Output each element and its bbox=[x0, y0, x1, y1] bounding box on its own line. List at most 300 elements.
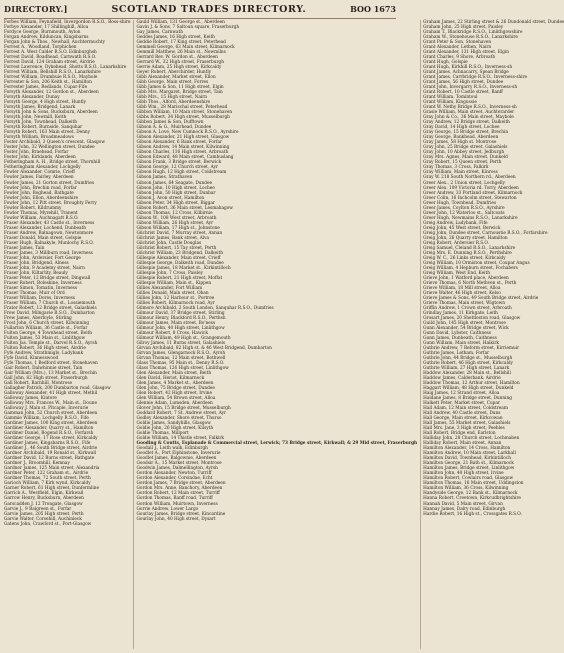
list-item: Halliday Robert, Main street, Annan bbox=[423, 441, 502, 447]
list-item: Grindlay James, 11 Kirkgate, Leith bbox=[423, 310, 498, 316]
list-item: Greig W. C., 26 Links street, Kirkcaldy bbox=[423, 255, 506, 261]
list-item: Graham W., Stonehouse R.S.O., Lanarkshire bbox=[423, 35, 518, 41]
list-item: Garvie Walter, Corsehill, Auchinleck bbox=[4, 516, 82, 522]
list-item: Fyfe Andrew, Strathmiglo, Ladybank bbox=[4, 351, 84, 357]
list-item: Greig John, 26 Quarry street, Hamilton bbox=[423, 235, 508, 241]
list-item: Garner Robert, 61 High street, Dunfermline bbox=[4, 486, 100, 492]
list-item: Fulton Jas. Temple st., Darvel R.S.O., Ayrsh bbox=[4, 341, 98, 346]
list-item: Handyside George, 12 Bank st., Kilmarnock bbox=[423, 491, 518, 497]
list-item: Guthrie James, Letham, Forfar bbox=[423, 351, 490, 357]
list-item: Fowler Thomas, Myrehill, Tranent bbox=[4, 210, 78, 216]
list-item: Gair William (Mrs.), 13 Market st., Brechin bbox=[4, 371, 97, 377]
list-item: Hannah David, 5 Main street, Girvan bbox=[423, 501, 503, 507]
list-item: Foster John, Braehead, Forfar bbox=[4, 150, 69, 156]
list-item: Forrest William, Bellshill R.S.O., Lanarkshire bbox=[4, 70, 101, 76]
list-item: Gardiner J., 46 South Bridge street, Airdrie bbox=[4, 446, 98, 452]
list-item: Haldane James, 8 Bridge street, Dunning bbox=[423, 396, 512, 402]
list-item: Gillespie James, 18 Market st., Kirkintilloch bbox=[136, 265, 231, 271]
list-item: Greer Andrew, 33 Portland street, Kilmarnock bbox=[423, 190, 523, 196]
list-item: Forgan John & Thos., Newhall, Auchtermuchty bbox=[4, 40, 105, 46]
list-item: Gilmore Archibald, 2 South London, Sanquhar R.S.O., Dumfries bbox=[136, 305, 274, 311]
list-item: Gall Robert, Barnhill, Montrose bbox=[4, 381, 73, 387]
list-item: Gardiner James, 100 King street, Aberdeen bbox=[4, 421, 98, 427]
list-item: Grant William, Tomintoul bbox=[423, 95, 478, 101]
list-item: Forsyth Alexander, 12 Gordon st., Aberdeen bbox=[4, 90, 99, 96]
list-item: Garscadden J. 12 Trongate, Glasgow bbox=[4, 501, 83, 507]
list-item: Gray George, 15 Bridge street, Brechin bbox=[423, 130, 509, 136]
list-item: Forsyth Robert, 163 Main street, Denny bbox=[4, 130, 91, 136]
list-item: Fullarton William, 36 Castle st., Forfar bbox=[4, 325, 88, 331]
list-item: Gillespie George, Dalkeith road, Dundee bbox=[136, 260, 224, 266]
list-item: Haig James, 12 Strand street, Alloa bbox=[423, 391, 500, 397]
list-item: Goodall J., Leith walk, Edinburgh bbox=[136, 446, 208, 452]
list-item: Gardiner Daniel, Bogend R.S.O., Forfarsh bbox=[4, 431, 94, 437]
list-item: Fyfe David, Kinnesswood bbox=[4, 356, 59, 362]
list-item: Fulton Robert, 36 High street, Airdrie bbox=[4, 346, 86, 352]
list-item: Gemmell George, 63 Main street, Kilmarnock bbox=[136, 45, 235, 51]
list-item: Geddie Robert, 17 King street, Peterhead bbox=[136, 40, 226, 46]
list-item: Gordon Robert, 12 Main street, Turriff bbox=[136, 491, 220, 497]
list-item: Greer Alex., 2 Union street, Lochgelly bbox=[423, 180, 505, 186]
list-item: Gibson John, 10 High street, Lochee bbox=[136, 185, 215, 191]
list-item: Fraser Alexander, 43 Castle st., Inverness bbox=[4, 220, 95, 226]
list-item: Graham T., Blackridge R.S.O., Linlithgowshire bbox=[423, 30, 523, 36]
list-item: Hall Andrew, 40 Castle street, Duns bbox=[423, 411, 501, 417]
list-item: Glen David, Heriot, Kilmarnock bbox=[136, 376, 205, 382]
list-item: Hamilton Andrew, 10 Main street, Larkhall bbox=[423, 451, 516, 457]
list-item: Fraser John, Kiltarlity, Beauly bbox=[4, 270, 68, 276]
list-item: Girvan Thomas, 12 Main street, Bothwell bbox=[136, 356, 226, 362]
list-item: Gerrie Adam, 25 High street, Kirkcaldy bbox=[136, 65, 222, 71]
list-item: Grant Hugh, Golspie bbox=[423, 60, 468, 66]
list-item: Gordon James, 7 Bridge street, Aberdeen bbox=[136, 481, 226, 487]
list-item: Gavin J. & Sons, 7 Saltoun square, Fraserburgh bbox=[136, 25, 240, 31]
list-item: Gerrard W., 32 High street, Fraserburgh bbox=[136, 60, 224, 66]
list-item: Forrest A., Woodland, Torphichen bbox=[4, 45, 77, 51]
list-item: Greig Samuel, Cleland R.S.O., Lanarkshire bbox=[423, 245, 516, 251]
list-item: Gordon Mrs. Anne, Banchory, Aberdeen bbox=[136, 486, 223, 492]
list-item: Gammie William, Lochgelly R.S.O., Fife bbox=[4, 416, 89, 422]
list-item: Fraser Peter, 12 Bridge street, Dingwall bbox=[4, 275, 91, 281]
list-item: Forsyth James, Bridgend, Lanark bbox=[4, 105, 76, 111]
list-item: Grieve Thomas, Main street, Wigtown bbox=[423, 300, 505, 306]
list-item: Foster Archibald, 3 Queen's crescent, Glasgow bbox=[4, 140, 105, 146]
list-item: Greer Hugh, Newmains R.S.O., Lanarkshire bbox=[423, 215, 518, 221]
list-item: Goldie William, 14 Thistle street, Falkirk bbox=[136, 436, 224, 442]
list-item: Gilmour John, 40 High street, Linlithgow bbox=[136, 325, 225, 331]
list-item: Gray Thomas, 3 Cross, Falkirk bbox=[423, 165, 489, 171]
list-item: Fowler John, Brechin road, Forfar bbox=[4, 185, 77, 191]
list-item: Greig John, 45 West street, Berwick bbox=[423, 225, 501, 231]
list-item: Grosart James, 20 Shettleston road, Glasgow bbox=[423, 315, 521, 321]
list-item: Forgan Andrew, Kilduncan, Kingsbarns bbox=[4, 35, 89, 41]
list-item: Gerrard Rev. W. Gordon st., Aberdeen bbox=[136, 55, 218, 61]
list-item: Gibson John, 50 High street, Dunbar bbox=[136, 190, 216, 196]
list-item: Guthrie Andrew, 7 Reform street, Kirriemuir bbox=[423, 346, 520, 352]
list-item: Frew David, Milngavie R.S.O., Dumbarton bbox=[4, 310, 95, 316]
list-item: Guthrie William, 27 High street, Lanark bbox=[423, 366, 510, 372]
list-item: Gemmill Matthew, 26 Main st., Newmilns bbox=[136, 50, 226, 56]
list-item: Grieve Thomas, 6 North Methven st., Perth bbox=[423, 280, 517, 286]
list-item: Gray John, 10 Abbey street, Jedburgh bbox=[423, 150, 505, 156]
list-item: Grant Peter & Son, Stonehaven bbox=[423, 40, 492, 46]
list-item: Gilchrist John, Castle Douglas bbox=[136, 240, 202, 246]
list-item: Gall John, 82 High street, Fraserburgh bbox=[4, 376, 88, 382]
list-item: Galloway J. Main st. Pitcaple, Inverurie bbox=[4, 406, 89, 412]
list-item: Forrest Lawrence, Dykehead, Shotts R.S.O., Lanarkshire bbox=[4, 65, 127, 71]
list-item: Grant Alexander, 131 High street, Elgin bbox=[423, 50, 509, 56]
list-item: Forrest A. West Calder R.S.O. Edinburghsh bbox=[4, 50, 97, 56]
page-header bbox=[4, 4, 396, 19]
list-item: Forsyth Robert, Burnside, Sanquhar bbox=[4, 125, 83, 131]
list-item: Gilmour David, 37 Bridge street, Stirling bbox=[136, 310, 225, 316]
list-item: Hamilton Robert, Cowlairs road, Glasgow bbox=[423, 476, 514, 482]
list-item: Gillies Alexander, Fort William bbox=[136, 285, 203, 291]
list-item: Frater Robert, 12 Bridge street, Galashiels bbox=[4, 305, 97, 311]
list-item: Gibson W., 108 West street, Arbroath bbox=[136, 215, 217, 221]
list-item: Fraser Hugh, Balnakyle, Munlochy R.S.O. bbox=[4, 240, 94, 246]
list-item: Gardner Archibald, 19 Ronald st., Kirkwall bbox=[4, 451, 97, 457]
list-item: Gunn James, Dunbeath, Caithness bbox=[423, 335, 497, 341]
list-item: Fraser John, Ardersier, Fort George bbox=[4, 255, 81, 261]
list-item: Gardner Peter, 122 Graham st., Airdrie bbox=[4, 471, 89, 477]
list-item: Hamilton James, Bridge street, Linlithgow bbox=[423, 466, 515, 472]
list-item: Fraser William, Dores, Inverness bbox=[4, 295, 75, 301]
list-item: Forrest David, 124 Graham street, Airdrie bbox=[4, 60, 95, 66]
list-item: Gunn David, Lybster, Caithness bbox=[423, 330, 491, 336]
list-item: Galloway James, Kintore bbox=[4, 396, 57, 402]
list-item: Goodwin James, Dalmellington, Ayrsh bbox=[136, 466, 218, 472]
list-item: Gibson Alexander, 21 High street, Glasgow bbox=[136, 135, 230, 141]
list-item: Gibson A. Love, New Cumnock R.S.O., Ayrshire bbox=[136, 130, 239, 136]
list-item: Fraser John, Bridgend, Alness bbox=[4, 260, 69, 266]
list-item: Gibson James, 64 Seagate, Dundee bbox=[136, 180, 212, 186]
list-item: Gunn Alexander, 54 Bridge street, Wick bbox=[423, 325, 509, 331]
list-item: Grieve John, 1 Watford place, Aberdeen bbox=[423, 275, 509, 281]
list-item: Glen James, 4 Market st., Aberdeen bbox=[136, 381, 214, 387]
list-item: Forsyth John & Sons, Bucksburn, Aberdeen bbox=[4, 110, 98, 116]
list-item: Gray David, 14 High street, Lochee bbox=[423, 125, 500, 131]
list-item: Gray George, Bankhead, Aberdeen bbox=[423, 135, 499, 141]
list-item: Fulton James, 53 Main st., Linlithgow bbox=[4, 335, 86, 341]
list-item: Gillespie John, 7 Cross, Paisley bbox=[136, 270, 204, 276]
list-item: Goodlet James, Balgownie, Aberdeen bbox=[136, 456, 217, 462]
list-item: Glen John, 75 Bridge street, Dundee bbox=[136, 386, 215, 392]
list-item: Forbes William, Feynafield, Invergordon R.S.O., Ross-shire bbox=[4, 20, 131, 25]
list-item: Gardner J., Broomhill, Kemnay bbox=[4, 461, 70, 467]
list-item: Gardiner George, 17 Rose street, Kirkcaldy bbox=[4, 436, 98, 442]
list-item: Gibson Alexander, 6 Bank street, Forfar bbox=[136, 140, 223, 146]
list-item: Grant James, Carrbridge R.S.O., Inverness-shire bbox=[423, 75, 528, 81]
list-item: Forsyth John, Townhead, Dalkeith bbox=[4, 120, 77, 126]
list-item: Glen William, 54 Brown street, Alloa bbox=[136, 396, 216, 402]
list-item: Grasie William, Main street, Auchterarder bbox=[423, 110, 515, 116]
column-2 bbox=[133, 20, 417, 649]
list-item: Hall James, 55 Market street, Galashiels bbox=[423, 421, 511, 427]
list-item: Hanna Robert, Creetown, Kirkcudbrightshire bbox=[423, 496, 521, 502]
list-item: Godley Alexander, Shore street, Thurso bbox=[136, 416, 222, 422]
list-item: Guild John, 145 High street, Montrose bbox=[423, 320, 506, 326]
list-item: Gunn William, Main street, Halkirk bbox=[423, 341, 499, 346]
list-item: Gibson Andrew, 14 Main street, Kilwinning bbox=[136, 145, 230, 151]
list-item: Fulton George, 4 Townhead street, Beith bbox=[4, 330, 92, 336]
list-item: Hamilton William, 36 Cross, Kilwinning bbox=[423, 486, 509, 492]
list-item: Garrick A., Westfield, Elgin, Kirkwall bbox=[4, 491, 84, 497]
list-item: Gray John, 25 Bridge street, Galashiels bbox=[423, 145, 508, 151]
list-item: Galloway Mrs. Frances W., Main st., Doune bbox=[4, 401, 97, 407]
list-item: Grant William, Kingussie bbox=[423, 100, 477, 106]
column-1 bbox=[4, 20, 130, 649]
list-item: Fraser Alexander, Lochend, Dunbeath bbox=[4, 225, 86, 231]
list-item: Gray John & Co., 36 Main street, Maybole bbox=[423, 115, 514, 121]
list-item: Greer Alex. 109 Victoria rd. Torry, Aberdeen bbox=[423, 185, 519, 191]
list-item: Gibson A. & G., Muirhead, Dundee bbox=[136, 125, 212, 131]
list-item: Geyer Robert, Aberchirder, Huntly bbox=[136, 70, 212, 76]
list-item: Grant James, 56 High street, Dundee bbox=[423, 80, 504, 86]
list-item: Greig Mrs. E. Dunning R.S.O., Perthshire bbox=[423, 250, 512, 256]
list-item: Grant W. Nethy Bridge R.S.O., Inverness-sh bbox=[423, 105, 517, 111]
list-item: Forrester James, Redlands, Cupar-Fife bbox=[4, 85, 88, 91]
list-item: Gibson William, 26 High street, Ayr bbox=[136, 220, 214, 226]
list-item: Gay James, Carnwath bbox=[136, 30, 184, 36]
list-item: Gibbon James & Son, Dufftown bbox=[136, 120, 204, 126]
list-item: Hamilton Alexander, 14 Cross, Hamilton bbox=[423, 446, 511, 452]
list-item: Hamilton John, 40 High street, Irvine bbox=[423, 471, 504, 477]
list-item: Frew James, Aberfoyle, Stirling bbox=[4, 315, 72, 321]
list-item: Glennie Adam, Lumsden, Aberdeen bbox=[136, 401, 213, 407]
list-item: Gordon Alexander, Corsindae, Echt bbox=[136, 476, 213, 482]
list-item: Gillies John, 12 Harbour st., Portree bbox=[136, 295, 215, 301]
list-item: Garrow Henry, Bucksburn, Aberdeen bbox=[4, 496, 84, 502]
list-item: Forsyth John, Newmill, Keith bbox=[4, 115, 67, 121]
list-item: Gilmour James, Main street, Bo'ness bbox=[136, 320, 216, 326]
list-item: Glass Thomas, 95 Main st., Denny R.S.O. bbox=[136, 361, 225, 367]
list-item: Fowler William, Auchnagatt R.S.O. bbox=[4, 215, 79, 221]
list-item: Gilchrist William, 23 Bridgend, Dalkeith bbox=[136, 250, 223, 256]
list-item: Gillespie Robert, 21 High street, Moffat bbox=[136, 275, 223, 281]
list-item: Glass Thomas, 126 High street, Linlithgow bbox=[136, 366, 229, 372]
list-item: Gooding & Coutts, Esplanade & Commercial street, Lerwick; 73 Bridge street, Kirkwall; & 29 Mid street, Fraserburgh bbox=[136, 441, 418, 447]
list-item: Graham James, 22 Stirling street & 26 Dundonald street, Dundee bbox=[423, 20, 564, 25]
list-item: Fraser William, 7 Church st., Lossiemouth bbox=[4, 300, 96, 306]
list-item: Gray James, 58 High st. Montrose bbox=[423, 140, 497, 146]
list-item: Gibb Wm., 28 Marischal street, Peterhead bbox=[136, 105, 228, 111]
list-item: Gilchrist David, 7 Murray street, Annan bbox=[136, 230, 223, 236]
list-item: Gardiner James, Kingsbarns R.S.O., Fife bbox=[4, 441, 91, 447]
list-item: Gray Mrs. Agnes, Main street, Dunkeld bbox=[423, 155, 508, 161]
list-item: Gibbs Robert, 34 High street, Musselburgh bbox=[136, 115, 230, 121]
list-item: Greig William, West End, Keith bbox=[423, 270, 490, 276]
list-item: Gallagher Patrick, 200 Dumbarton road, Glasgow bbox=[4, 386, 111, 392]
list-item: Grieve James & Sons, 49 South Bridge street, Airdrie bbox=[423, 295, 539, 301]
list-item: Grieve William, 18 Mill street, Alloa bbox=[423, 285, 501, 291]
page-title: SCOTLAND TRADES DIRECTORY. bbox=[111, 4, 307, 15]
list-item: Fotheringham A. H., Bridge street, Thornhill bbox=[4, 160, 101, 166]
list-item: Gibson Charles, 116 High street, Arbroath bbox=[136, 150, 229, 156]
list-item: Greig William, 10 Ormiston street, Coupar Angus bbox=[423, 260, 530, 266]
list-item: Guthrie Robert, 46 High street, Kirkcaldy bbox=[423, 361, 513, 367]
list-item: Garioch William, 7 Kirk wynd, Kirkcaldy bbox=[4, 481, 91, 487]
list-item: Gair Robert, Dalwhinnie street, Tain bbox=[4, 366, 83, 372]
list-item: Goddard Robert, 7 St. Andrew street, Ayr bbox=[136, 411, 227, 417]
list-item: Fowler James, Fairley, Aberdeen bbox=[4, 175, 74, 181]
list-item: Gibson Robert, 36 Main street, Lesmahagow bbox=[136, 205, 233, 211]
list-item: Geddes James, 16 High street, Keith bbox=[136, 35, 215, 41]
list-item: Forrester & Son, 206 Keith st., Hamilton bbox=[4, 80, 92, 86]
list-item: Gillespie Alexander, Main street, Crieff bbox=[136, 255, 221, 261]
list-item: Hamilton Thomas, 16 Main street, Uddingston bbox=[423, 481, 524, 487]
list-item: Fraser Thomas, Muir of Ord bbox=[4, 290, 65, 296]
list-item: Goodlet A., Port Elphinstone, Inverurie bbox=[136, 451, 221, 457]
list-item: Girvan James, Glengarnock R.S.O., Ayrsh bbox=[136, 351, 226, 357]
list-item: Gordon Alexander, Newton, Turriff bbox=[136, 471, 212, 477]
list-item: Haddow Alexander, 28 Main st., Bellshill bbox=[423, 371, 511, 377]
list-item: Fraser Robert, Boleskine, Inverness bbox=[4, 280, 82, 286]
list-item: Forsyth William, Broadmeadows bbox=[4, 135, 74, 141]
list-item: Gatens John, Crawford st., Port-Glasgow bbox=[4, 521, 92, 527]
list-item: Greig John, Dundee street, Carnoustie R.S.O., Forfarshire bbox=[423, 230, 548, 236]
list-item: Goldie Thomas, Millport bbox=[136, 431, 189, 437]
list-item: Foster John, 32 Wellington street, Dundee bbox=[4, 145, 95, 151]
list-item: Greig William, 4 Hepburn street, Fochabers bbox=[423, 265, 518, 271]
list-item: Gray W. 218 South Northern rd., Aberdeen bbox=[423, 175, 516, 181]
list-item: Gibb James & Son, 11 High street, Elgin bbox=[136, 85, 224, 91]
list-item: Gibb Alexander, Market street, Ellon bbox=[136, 75, 216, 81]
list-item: Gray Robert, 15 Queen street, Perth bbox=[423, 160, 502, 166]
list-item: Grant Alexander, Lethen, Nairn bbox=[423, 45, 492, 51]
list-item: Fyfe Thomas, 1 Bedford street, Stonehaven bbox=[4, 361, 98, 367]
list-item: Gardner Thomas, 72 South street, Perth bbox=[4, 476, 91, 482]
list-item: Guthrie John, 44 Bridge st., Musselburgh bbox=[423, 356, 513, 362]
list-item: Gibbon William, 10 Main street, Stonehaven bbox=[136, 110, 233, 116]
list-item: Greer Colin, 16 Inchcolm street, Stewarton bbox=[423, 195, 517, 201]
list-item: Gorrie Andrew, Lower Largo bbox=[136, 506, 199, 512]
list-item: Frost John, 6 Church street, Kilwinning bbox=[4, 320, 90, 326]
list-item: Greer John, 12 Waterloo st., Saltcoats bbox=[423, 210, 505, 216]
list-item: Hall Mrs. Jane, 3 High street, Peebles bbox=[423, 426, 505, 432]
list-item: Gibson Frank, 3 Bridge street, Berwick bbox=[136, 160, 222, 166]
list-item: Gibson James, Strathaven bbox=[136, 175, 193, 181]
list-item: Forrest David, Roadhead, Carnwath R.S.O. bbox=[4, 55, 97, 61]
list-item: Galloway Alexander, 41 High street, Methil bbox=[4, 391, 98, 397]
list-item: Girvan Archibald, 82 High st. & 46 West Bridgend, Dumbarton bbox=[136, 346, 272, 352]
list-item: Gilroy James, 11 Burns street, Galashiels bbox=[136, 341, 226, 346]
list-item: Glen Alexander, Main street, Beith bbox=[136, 371, 212, 377]
list-item: Garvie James, 205 High street, Perth bbox=[4, 511, 84, 517]
list-item: Fowler Alexander, Comrie, Crieff bbox=[4, 170, 75, 176]
list-item: Gibson George, 12 Church street, Ayr bbox=[136, 165, 218, 171]
list-item: Grant Hugh, Kirkhill R.S.O., Inverness-sh bbox=[423, 65, 513, 71]
list-item: Greig Andrew, Ladybank, Fife bbox=[423, 220, 488, 226]
list-item: Griffin Andrew, 1 Crown street, Arbroath bbox=[423, 305, 512, 311]
list-item: Hall George, Main street, Kirkcowan bbox=[423, 416, 503, 422]
list-item: Haddow James, Calderbank, Airdrie bbox=[423, 376, 501, 382]
list-item: Glen Robert, 42 High street, Irvine bbox=[136, 391, 212, 397]
list-item: Grieve Walter, 46 High street, Kelso bbox=[423, 290, 501, 296]
list-item: Forsyth George, 4 High street, Huntly bbox=[4, 100, 87, 106]
list-item: Hamilton George, 21 Bath st., Kilmarnock bbox=[423, 461, 514, 467]
list-item: Forbye Alexander, 17 Shillinghill, Alloa bbox=[4, 25, 89, 31]
list-item: Fraser James, Tain bbox=[4, 245, 45, 251]
list-item: Halkett Peter, Market street, Cupar bbox=[423, 401, 500, 407]
list-item: Gilmour William, 49 High st., Grangemouth bbox=[136, 335, 231, 341]
list-item: Fotheringham Alexander, Lochgelly bbox=[4, 165, 81, 171]
list-item: Grant Charles, 9 Shore, Arbroath bbox=[423, 55, 496, 61]
list-item: Gardner James, 125 Main street, Alexandria bbox=[4, 466, 100, 472]
list-item: Gourlay James, Bridge street, Kincardine bbox=[136, 511, 226, 517]
list-item: Gibson Thomas, 12 Cross, Kilbirnie bbox=[136, 210, 213, 216]
list-item: Greig Robert, Ardersier R.S.O. bbox=[423, 240, 490, 246]
list-item: Hall Robert, Bridge end, Earlston bbox=[423, 431, 496, 437]
list-item: Gourlay John, 40 High street, Dysart bbox=[136, 516, 216, 522]
list-item: Gibson Edward, 48 Main street, Cambuslang bbox=[136, 155, 234, 161]
list-item: Gillies Donald, Main street, Oban bbox=[136, 290, 209, 296]
list-item: Grant John, Invergarry R.S.O., Inverness-sh bbox=[423, 85, 518, 91]
list-item: Glover John, 15 Bridge street, Musselburgh bbox=[136, 406, 231, 412]
list-item: Gilmour Henry, Blackford R.S.O., Perthsh bbox=[136, 315, 226, 321]
list-item: Fowler Robert, Kildrummy bbox=[4, 205, 62, 211]
list-item: Hall Adam, 12 Main street, Coldstream bbox=[423, 406, 508, 412]
list-item: Gordon William, Muirtown, Inverness bbox=[136, 501, 218, 507]
list-item: Fraser Donald, Main street, Golspie bbox=[4, 235, 82, 241]
list-item: Hamilton David, Townhead, Kirkintilloch bbox=[423, 456, 511, 462]
list-item: Fraser John, 9 Academy street, Nairn bbox=[4, 265, 85, 271]
section-label: DIRECTORY.] bbox=[4, 4, 68, 14]
list-item: Fowler John, 12 Pitt street, Broughty Ferry bbox=[4, 200, 97, 206]
list-item: Grant Robert, 10 Castle street, Banff bbox=[423, 90, 503, 96]
list-item: Gibson Peter, 34 High street, Biggar bbox=[136, 200, 215, 206]
list-item: Hannay James, Dalry road, Edinburgh bbox=[423, 506, 506, 512]
list-item: Gray Andrew, 12 Bridge street, Dalkeith bbox=[423, 120, 510, 126]
list-item: Fordyce George, Burnmouth, Ayton bbox=[4, 30, 81, 36]
list-item: Gamman John, 52 Church street, Aberdeen bbox=[4, 411, 98, 417]
list-item: Gordon Thomas, Banff road, Turriff bbox=[136, 496, 213, 502]
directory-columns bbox=[4, 20, 564, 649]
list-item: Fraser Andrew, Balnagown, Newtonmore bbox=[4, 230, 94, 236]
list-item: Grant James, Achnacarry, Spean Bridge bbox=[423, 70, 509, 76]
list-item: Gibb Mrs. Margaret, Bridge street, Tain bbox=[136, 90, 223, 96]
list-item: Gibson J. Avon street, Hamilton bbox=[136, 195, 205, 201]
list-item: Forsyth Alexander, Dunay bbox=[4, 95, 60, 101]
list-item: Foster John, Kirklands, Aberdeen bbox=[4, 155, 76, 161]
list-item: Gillespie William, Main st., Kippen bbox=[136, 280, 212, 286]
list-item: Gibb Mrs., 15 High street, Nairn bbox=[136, 95, 208, 101]
list-item: Hardie Robert, 16 High st., Crossgates R.S.O. bbox=[423, 511, 522, 517]
list-item: Gardiner Alexander, Quarry st., Hamilton bbox=[4, 426, 94, 432]
list-item: Gilmour Robert, 8 Cross, Hawick bbox=[136, 330, 208, 336]
list-item: Gilchrist Robert, 15 Tay street, Perth bbox=[136, 245, 217, 251]
list-item: Gilchrist James, Bank street, Alva bbox=[136, 235, 210, 241]
list-item: Goldie James, Sandyhills, Glasgow bbox=[136, 421, 211, 427]
list-item: Greer Hugh, Townhead, Dumfries bbox=[423, 200, 497, 206]
list-item: Forrest William, Drumbuie R.S.O., Maybole bbox=[4, 75, 98, 81]
list-item: Gibson William, 17 High st., Johnstone bbox=[136, 225, 220, 231]
page-number: BOO 1673 bbox=[350, 4, 396, 14]
list-item: Fowler John, Boghead, Bathgate bbox=[4, 190, 74, 196]
list-item: Graham John, 25 High street, Paisley bbox=[423, 25, 504, 31]
list-item: Gibb George, Main street, Forres bbox=[136, 80, 209, 86]
list-item: Haggart William, 48 High street, Dunkeld bbox=[423, 386, 514, 392]
column-3 bbox=[420, 20, 564, 649]
list-item: Gauld William, 131 George st., Aberdeen bbox=[136, 20, 225, 25]
list-item: Goldie John, 26 High street, Kilsyth bbox=[136, 426, 214, 432]
list-item: Haddow Thomas, 12 Arthur street, Hamilton bbox=[423, 381, 520, 387]
list-item: Fraser Simon, Tomatin, Inverness bbox=[4, 285, 78, 291]
list-item: Fraser James, 3 Millburn road, Inverness bbox=[4, 250, 93, 256]
list-item: Greer James, Coylton R.S.O., Ayrshire bbox=[423, 205, 505, 211]
list-item: Gibb Thos., Alford, Aberdeenshire bbox=[136, 100, 211, 106]
list-item: Gardner David, 12 Burns street, Bathgate bbox=[4, 456, 95, 462]
